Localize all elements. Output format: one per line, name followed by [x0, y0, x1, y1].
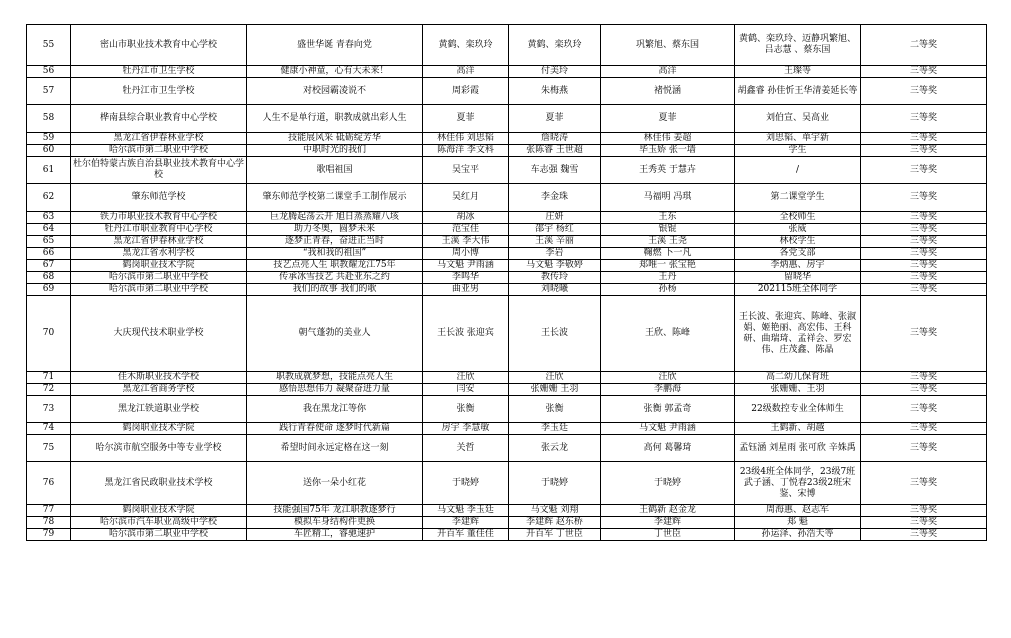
award-cell: 三等奖	[861, 78, 987, 105]
table-row	[27, 505, 987, 517]
cell-6: 丁世臣	[601, 529, 735, 541]
award-cell: 三等奖	[861, 529, 987, 541]
award-cell: 三等奖	[861, 384, 987, 396]
cell-7: 22级数控专业全体师生	[735, 396, 861, 423]
row-number: 61	[27, 157, 71, 184]
award-cell: 三等奖	[861, 212, 987, 224]
table-row	[27, 260, 987, 272]
cell-6: 马文魁 尹雨涵	[601, 423, 735, 435]
cell-7: 刘伯宣、吴高业	[735, 105, 861, 133]
cell-5: 张云龙	[509, 435, 601, 462]
cell-6: 毕玉娇 张一墙	[601, 145, 735, 157]
school-cell: 鹤岗职业技术学院	[71, 505, 247, 517]
school-cell: 黑龙江省商务学校	[71, 384, 247, 396]
cell-5: 詹晓涛	[509, 133, 601, 145]
table-row	[27, 25, 987, 66]
school-cell: 鹤岗职业技术学院	[71, 260, 247, 272]
cell-4: 张衡	[423, 396, 509, 423]
cell-4: 汪欣	[423, 372, 509, 384]
cell-5: 邵宇 杨红	[509, 224, 601, 236]
cell-4: 林佳伟 刘思韬	[423, 133, 509, 145]
school-cell: 佳木斯职业技术学校	[71, 372, 247, 384]
work-title-cell: 技艺点亮人生 职教耀龙江75年	[247, 260, 423, 272]
row-number: 56	[27, 66, 71, 78]
row-number: 70	[27, 296, 71, 372]
cell-4: 李鸣华	[423, 272, 509, 284]
award-cell: 三等奖	[861, 66, 987, 78]
work-title-cell: 职教成就梦想，技能点亮人生	[247, 372, 423, 384]
cell-5: 开百军 丁世臣	[509, 529, 601, 541]
award-cell: 三等奖	[861, 423, 987, 435]
table-row	[27, 184, 987, 212]
work-title-cell: 车匠精工，睿驰速护	[247, 529, 423, 541]
table-row	[27, 212, 987, 224]
table-row	[27, 66, 987, 78]
work-title-cell: 传承冰雪技艺 共赴亚东之约	[247, 272, 423, 284]
row-number: 62	[27, 184, 71, 212]
cell-5: 李玉廷	[509, 423, 601, 435]
row-number: 65	[27, 236, 71, 248]
work-title-cell: “我和我的祖国”	[247, 248, 423, 260]
cell-7: 孙运泽、孙浩天等	[735, 529, 861, 541]
school-cell: 哈尔滨市航空服务中等专业学校	[71, 435, 247, 462]
work-title-cell: 技能强国75年 龙江职教逐梦行	[247, 505, 423, 517]
school-cell: 肇东师范学校	[71, 184, 247, 212]
cell-6: 高洋	[601, 66, 735, 78]
work-title-cell: 巨龙腾起荡云开 旭日蒸蒸耀八垓	[247, 212, 423, 224]
table-row	[27, 78, 987, 105]
cell-5: 张姗姗 王羽	[509, 384, 601, 396]
cell-4: 范宝佳	[423, 224, 509, 236]
award-cell: 三等奖	[861, 435, 987, 462]
school-cell: 大庆现代技术职业学校	[71, 296, 247, 372]
cell-6: 汪欣	[601, 372, 735, 384]
cell-5: 夏菲	[509, 105, 601, 133]
row-number: 77	[27, 505, 71, 517]
cell-4: 房宇 李慧敏	[423, 423, 509, 435]
school-cell: 桦南县综合职业教育中心学校	[71, 105, 247, 133]
award-cell: 三等奖	[861, 462, 987, 505]
work-title-cell: 模拟车身结构件更换	[247, 517, 423, 529]
cell-7: 刘思韬、单宇新	[735, 133, 861, 145]
school-cell: 哈尔滨市第二职业中学校	[71, 145, 247, 157]
cell-6: 李鹏海	[601, 384, 735, 396]
cell-5: 庄妍	[509, 212, 601, 224]
cell-6: 王秀英 于慧卉	[601, 157, 735, 184]
award-cell: 三等奖	[861, 372, 987, 384]
table-row	[27, 423, 987, 435]
cell-6: 王欣、陈峰	[601, 296, 735, 372]
work-title-cell: 朝气蓬勃的美业人	[247, 296, 423, 372]
cell-7: 黄鹤、栾玖玲、迈静巩繁旭、吕志慧 、蔡东国	[735, 25, 861, 66]
row-number: 73	[27, 396, 71, 423]
cell-7: 高二幼儿保育班	[735, 372, 861, 384]
cell-5: 刘晓曦	[509, 284, 601, 296]
cell-7: 202115班全体同学	[735, 284, 861, 296]
award-cell: 三等奖	[861, 296, 987, 372]
cell-6: 王东	[601, 212, 735, 224]
work-title-cell: 希望时间永远定格在这一刻	[247, 435, 423, 462]
cell-4: 胡冰	[423, 212, 509, 224]
cell-4: 周彩霞	[423, 78, 509, 105]
cell-6: 郑唯一 张宝艳	[601, 260, 735, 272]
cell-7: 留晓华	[735, 272, 861, 284]
cell-6: 褚悦涵	[601, 78, 735, 105]
cell-4: 关哲	[423, 435, 509, 462]
cell-6: 王溪 王尧	[601, 236, 735, 248]
row-number: 64	[27, 224, 71, 236]
cell-5: 张陈睿 王世超	[509, 145, 601, 157]
row-number: 69	[27, 284, 71, 296]
award-cell: 三等奖	[861, 157, 987, 184]
award-cell: 三等奖	[861, 224, 987, 236]
work-title-cell: 助力冬奥，圆梦未来	[247, 224, 423, 236]
table-row	[27, 284, 987, 296]
table-row	[27, 248, 987, 260]
table-row	[27, 372, 987, 384]
cell-4: 吴红月	[423, 184, 509, 212]
work-title-cell: 践行青春使命 逐梦时代新篇	[247, 423, 423, 435]
school-cell: 黑龙江铁道职业学校	[71, 396, 247, 423]
cell-7: 各党支部	[735, 248, 861, 260]
cell-6: 林佳伟 姜超	[601, 133, 735, 145]
table-row	[27, 133, 987, 145]
school-cell: 哈尔滨市第二职业中学校	[71, 284, 247, 296]
cell-4: 黄鹤、栾玖玲	[423, 25, 509, 66]
cell-6: 孙杨	[601, 284, 735, 296]
cell-4: 马文魁 李玉廷	[423, 505, 509, 517]
row-number: 58	[27, 105, 71, 133]
cell-6: 张衡 郭孟奇	[601, 396, 735, 423]
row-number: 63	[27, 212, 71, 224]
cell-7: 胡鑫睿 孙佳忻王华清姜延长等	[735, 78, 861, 105]
school-cell: 黑龙江省水利学校	[71, 248, 247, 260]
table-row	[27, 224, 987, 236]
award-cell: 三等奖	[861, 236, 987, 248]
cell-5: 李金珠	[509, 184, 601, 212]
work-title-cell: 我在黑龙江等你	[247, 396, 423, 423]
cell-7: 郑 魁	[735, 517, 861, 529]
work-title-cell: 健康小神童，心有大未来！	[247, 66, 423, 78]
cell-7: 王璨等	[735, 66, 861, 78]
row-number: 75	[27, 435, 71, 462]
school-cell: 牡丹江市卫生学校	[71, 66, 247, 78]
award-cell: 二等奖	[861, 25, 987, 66]
cell-4: 曲亚男	[423, 284, 509, 296]
cell-5: 教传玲	[509, 272, 601, 284]
work-title-cell: 中职时光的我们	[247, 145, 423, 157]
table-row	[27, 296, 987, 372]
cell-5: 马文魁 刘翔	[509, 505, 601, 517]
cell-6: 鞠燃 卜一凡	[601, 248, 735, 260]
cell-5: 李岩	[509, 248, 601, 260]
row-number: 67	[27, 260, 71, 272]
cell-7: 周海惠、赵志军	[735, 505, 861, 517]
cell-6: 巩繁旭、蔡东国	[601, 25, 735, 66]
school-cell: 铁力市职业技术教育中心学校	[71, 212, 247, 224]
school-cell: 牡丹江市卫生学校	[71, 78, 247, 105]
cell-5: 车志强 魏雪	[509, 157, 601, 184]
cell-4: 周小博	[423, 248, 509, 260]
cell-5: 马文魁 李敬婷	[509, 260, 601, 272]
row-number: 60	[27, 145, 71, 157]
cell-6: 银锟	[601, 224, 735, 236]
cell-4: 李建辉	[423, 517, 509, 529]
cell-4: 陈海洋 李文科	[423, 145, 509, 157]
row-number: 72	[27, 384, 71, 396]
cell-6: 于晓婷	[601, 462, 735, 505]
work-title-cell: 对校园霸凌说不	[247, 78, 423, 105]
cell-5: 王长波	[509, 296, 601, 372]
cell-7: /	[735, 157, 861, 184]
award-cell: 三等奖	[861, 105, 987, 133]
cell-5: 汪欣	[509, 372, 601, 384]
school-cell: 牡丹江市职业教育中心学校	[71, 224, 247, 236]
cell-6: 高何 葛馨琦	[601, 435, 735, 462]
table-row	[27, 105, 987, 133]
work-title-cell: 技能展风采 砥砺绽芳华	[247, 133, 423, 145]
cell-4: 开百军 董佳佳	[423, 529, 509, 541]
cell-7: 林校学生	[735, 236, 861, 248]
award-cell: 三等奖	[861, 260, 987, 272]
school-cell: 杜尔伯特蒙古族自治县职业技术教育中心学校	[71, 157, 247, 184]
cell-7: 张威	[735, 224, 861, 236]
cell-4: 闫安	[423, 384, 509, 396]
cell-5: 李建辉 赵东桥	[509, 517, 601, 529]
row-number: 74	[27, 423, 71, 435]
cell-7: 李炳惠、房宇	[735, 260, 861, 272]
work-title-cell: 我们的故事 我们的歌	[247, 284, 423, 296]
school-cell: 哈尔滨市第二职业中学校	[71, 529, 247, 541]
table-row	[27, 157, 987, 184]
table-row	[27, 396, 987, 423]
cell-7: 全校师生	[735, 212, 861, 224]
award-cell: 三等奖	[861, 184, 987, 212]
cell-7: 学生	[735, 145, 861, 157]
row-number: 57	[27, 78, 71, 105]
cell-4: 马文魁 尹雨涵	[423, 260, 509, 272]
work-title-cell: 逐梦正青春，奋进正当时	[247, 236, 423, 248]
work-title-cell: 歌唱祖国	[247, 157, 423, 184]
cell-7: 孟钰涵 刘星雨 张可欣 辛姝禹	[735, 435, 861, 462]
row-number: 55	[27, 25, 71, 66]
award-cell: 三等奖	[861, 284, 987, 296]
work-title-cell: 盛世华诞 青春向党	[247, 25, 423, 66]
work-title-cell: 感悟思想伟力 凝聚奋进力量	[247, 384, 423, 396]
cell-6: 夏菲	[601, 105, 735, 133]
school-cell: 鹤岗职业技术学院	[71, 423, 247, 435]
work-title-cell: 送你一朵小红花	[247, 462, 423, 505]
award-cell: 三等奖	[861, 517, 987, 529]
table-row	[27, 435, 987, 462]
table-row	[27, 236, 987, 248]
table-row	[27, 462, 987, 505]
row-number: 59	[27, 133, 71, 145]
school-cell: 哈尔滨市第二职业中学校	[71, 272, 247, 284]
row-number: 78	[27, 517, 71, 529]
cell-6: 马福明 冯琪	[601, 184, 735, 212]
award-cell: 三等奖	[861, 133, 987, 145]
table-row	[27, 529, 987, 541]
row-number: 66	[27, 248, 71, 260]
row-number: 68	[27, 272, 71, 284]
award-cell: 三等奖	[861, 396, 987, 423]
work-title-cell: 人生不是单行道，职教成就出彩人生	[247, 105, 423, 133]
cell-4: 吴宝平	[423, 157, 509, 184]
row-number: 76	[27, 462, 71, 505]
cell-5: 付美玲	[509, 66, 601, 78]
award-cell: 三等奖	[861, 145, 987, 157]
table-row	[27, 384, 987, 396]
cell-4: 高洋	[423, 66, 509, 78]
award-cell: 三等奖	[861, 272, 987, 284]
cell-5: 黄鹤、栾玖玲	[509, 25, 601, 66]
cell-7: 王长波、张迎宾、陈峰、张淑娟、姬艳丽、高宏伟、王科研、曲瑞琦、孟祥会、罗宏伟、庄茂鑫、陈晶	[735, 296, 861, 372]
cell-4: 夏菲	[423, 105, 509, 133]
cell-6: 王丹	[601, 272, 735, 284]
cell-7: 第二课堂学生	[735, 184, 861, 212]
school-cell: 黑龙江省伊春林业学校	[71, 236, 247, 248]
cell-6: 李建辉	[601, 517, 735, 529]
school-cell: 黑龙江省伊春林业学校	[71, 133, 247, 145]
row-number: 71	[27, 372, 71, 384]
cell-5: 于晓婷	[509, 462, 601, 505]
award-cell: 三等奖	[861, 505, 987, 517]
table-row	[27, 517, 987, 529]
cell-4: 王长波 张迎宾	[423, 296, 509, 372]
school-cell: 哈尔滨市汽车职业高级中学校	[71, 517, 247, 529]
award-cell: 三等奖	[861, 248, 987, 260]
cell-5: 朱梅燕	[509, 78, 601, 105]
school-cell: 密山市职业技术教育中心学校	[71, 25, 247, 66]
cell-4: 王溪 李大伟	[423, 236, 509, 248]
table-row	[27, 145, 987, 157]
work-title-cell: 肇东师范学校第二课堂手工制作展示	[247, 184, 423, 212]
row-number: 79	[27, 529, 71, 541]
cell-7: 23级4班全体同学，23级7班武子涵、丁悦春23级2班宋鉴、宋博	[735, 462, 861, 505]
school-cell: 黑龙江省民政职业技术学校	[71, 462, 247, 505]
cell-5: 王溪 辛丽	[509, 236, 601, 248]
cell-4: 于晓婷	[423, 462, 509, 505]
table-row	[27, 272, 987, 284]
cell-5: 张衡	[509, 396, 601, 423]
awards-table	[26, 24, 987, 541]
cell-7: 张姗姗、王羽	[735, 384, 861, 396]
cell-7: 王鹤新、胡越	[735, 423, 861, 435]
cell-6: 王鹤新 赵金龙	[601, 505, 735, 517]
